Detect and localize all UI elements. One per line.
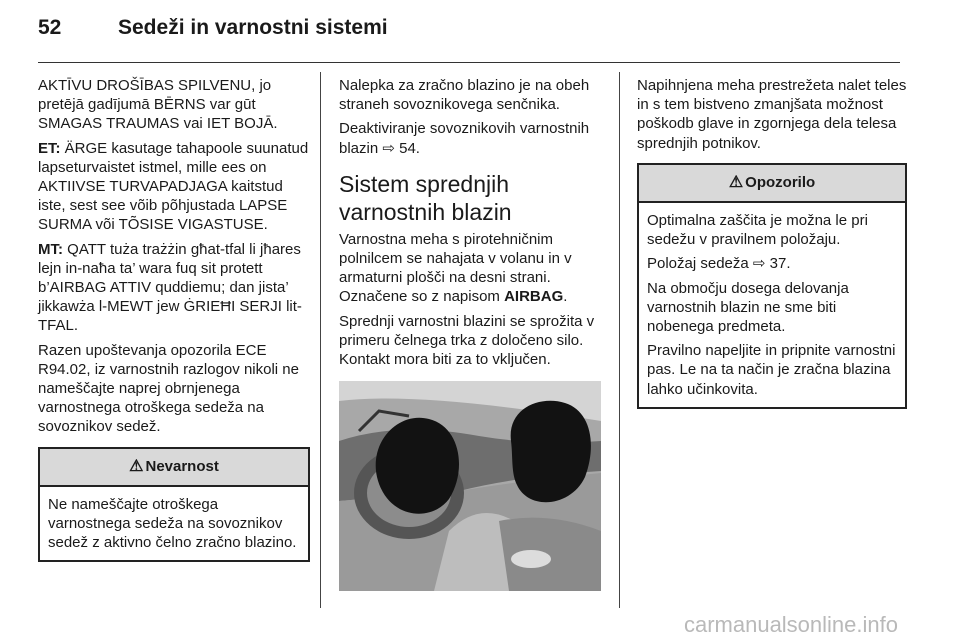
page-title: Sedeži in varnostni sistemi	[118, 16, 388, 39]
warning-triangle-icon: ⚠	[129, 457, 144, 475]
paragraph	[38, 240, 310, 336]
paragraph-text: QATT tuża trażżin għat-tfal li jħares lejn in-naħa ta’ wara fuq sit protett b’AIRBAG ATTIV quddiemu; dan jista’ jikkawża l-MEWT jew ĠRIEĦI SERJI lit-TFAL.	[38, 240, 302, 335]
reference-arrow-icon: ⇨	[752, 255, 766, 273]
warning-triangle-icon: ⚠	[728, 173, 744, 191]
paragraph-text: Varnostna meha s pirotehničnim polnilcem se nahajata v volanu in v armaturni plošči na desni strani. Označene so z napisom	[339, 230, 572, 306]
column-right	[637, 76, 907, 409]
paragraph-text: Deaktiviranje sovoznikovih varnostnih blazin	[339, 120, 590, 157]
column-divider	[320, 72, 321, 608]
column-divider	[619, 72, 620, 608]
warning-text: Na območju dosega delovanja varnostnih blazin ne sme biti nobenega predmeta.	[647, 279, 849, 336]
paragraph: Razen upoštevanja opozorila ECE R94.02, iz varnostnih razlogov nikoli ne nameščajte naprej obrnjenega varnostnega otroškega sedeža na sovoznikov sedež.	[38, 341, 299, 436]
airbag-illustration-image	[339, 381, 601, 591]
watermark: carmanualsonline.info	[683, 612, 898, 637]
section-heading: Sistem sprednjih varnostnih blazin	[339, 170, 512, 225]
warning-title: Opozorilo	[745, 173, 816, 191]
warning-box	[637, 163, 907, 409]
danger-box-header	[40, 449, 308, 487]
paragraph	[339, 230, 607, 307]
column-middle	[339, 76, 607, 591]
paragraph	[339, 119, 607, 157]
paragraph: Sprednji varnostni blazini se sprožita v primeru čelnega trka z določeno silo. Kontakt mora biti za to vključen.	[339, 312, 595, 369]
warning-text	[647, 254, 897, 273]
language-label: MT:	[38, 240, 63, 258]
danger-text: Ne nameščajte otroškega varnostnega sedeža na sovoznikov sedež z aktivno čelno zračno blazino.	[48, 495, 297, 552]
paragraph: Napihnjena meha prestrežeta nalet teles in s tem bistveno zmanjšata možnost poškodb glave in zgornjega dela telesa sprednjih potnikov.	[637, 77, 907, 152]
warning-box-header	[639, 165, 905, 203]
paragraph	[38, 139, 310, 235]
warning-text-part: Položaj sedeža	[647, 255, 749, 273]
airbag-label: AIRBAG	[504, 288, 564, 306]
reference-arrow-icon: ⇨	[382, 139, 395, 157]
airbag-illustration	[339, 381, 601, 591]
warning-text: Pravilno napeljite in pripnite varnostni pas. Le na ta način je zračna blazina lahko učinkovita.	[647, 342, 896, 398]
danger-title: Nevarnost	[145, 457, 219, 475]
paragraph: AKTĪVU DROŠĪBAS SPILVENU, jo pretējā gadījumā BĒRNS var gūt SMAGAS TRAUMAS vai IET BOJĀ.	[38, 77, 278, 133]
warning-box-body	[639, 203, 905, 407]
page-number: 52	[38, 16, 62, 39]
warning-text: Optimalna zaščita je možna le pri sedežu v pravilnem položaju.	[647, 212, 868, 249]
page-header	[38, 16, 900, 63]
punctuation: .	[563, 288, 568, 306]
danger-box-body	[40, 487, 308, 561]
language-label: ET:	[38, 139, 61, 157]
danger-box	[38, 447, 310, 563]
paragraph-text: ÄRGE kasutage tahapoole suunatud lapseturvaistet istmel, mille ees on AKTIIVSE TURVAPADJAGA kaitstud iste, sest see võib põhjustada LAPSE SURMA või TÕSISE VIGASTUSE.	[38, 139, 309, 234]
paragraph: Nalepka za zračno blazino je na obeh straneh sovoznikovega senčnika.	[339, 77, 590, 114]
page-reference: 37.	[765, 255, 791, 273]
column-left	[38, 76, 310, 562]
page-reference: 54.	[394, 139, 420, 157]
